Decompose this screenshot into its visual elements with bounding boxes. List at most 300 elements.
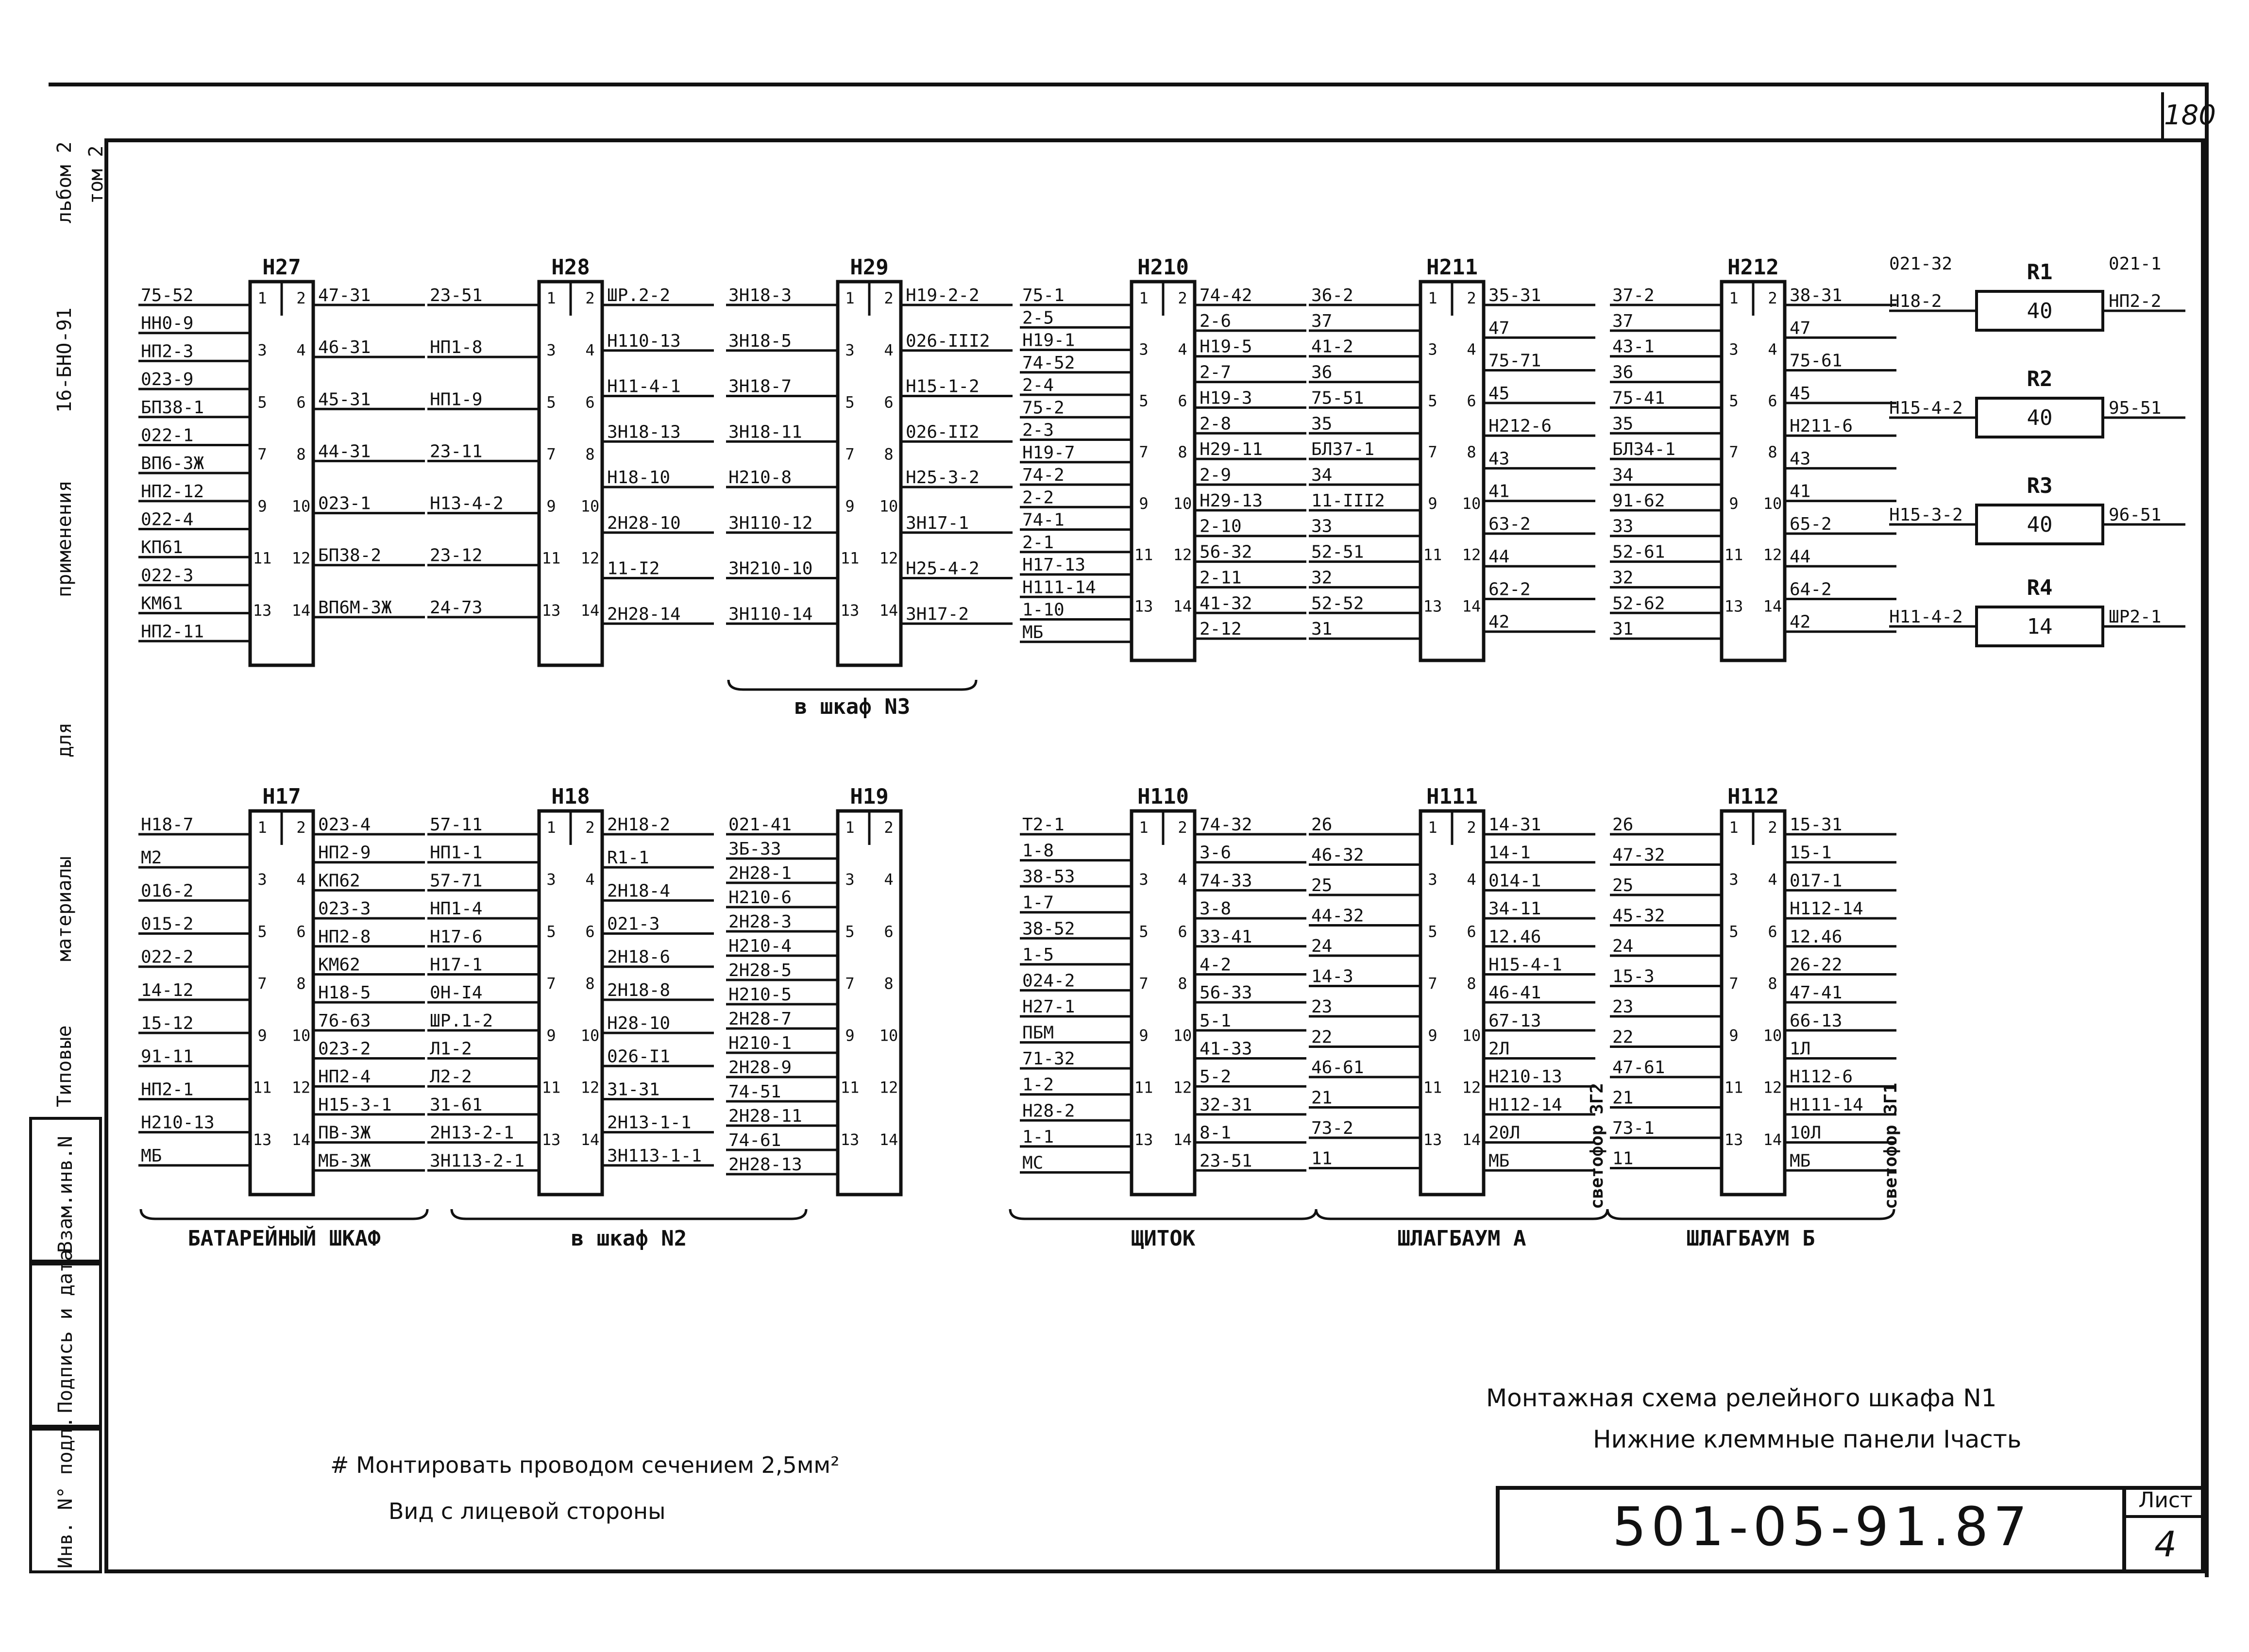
pin-number: 8 bbox=[585, 974, 595, 993]
wire-label: Н15-4-1 bbox=[1488, 955, 1562, 975]
wire-label: 2Н28-7 bbox=[728, 1009, 792, 1029]
wire-label: 1-5 bbox=[1022, 944, 1054, 965]
wire-label: МБ bbox=[1022, 622, 1044, 642]
wire-label: 3Н18-3 bbox=[728, 286, 792, 305]
pin-number: 7 bbox=[1729, 443, 1739, 462]
wire-label: МБ bbox=[1790, 1151, 1811, 1171]
side-purpose: применения bbox=[53, 480, 76, 597]
group-label bbox=[1010, 1209, 1316, 1251]
wire-label: 21 bbox=[1612, 1088, 1634, 1108]
pin-number: 8 bbox=[1467, 974, 1476, 993]
wire-label: 91-11 bbox=[141, 1046, 194, 1067]
terminal-block-title: Н111 bbox=[1426, 784, 1478, 809]
wire-label: 91-62 bbox=[1612, 490, 1665, 511]
wire-label: БЛ34-1 bbox=[1612, 439, 1676, 460]
pin-number: 2 bbox=[1178, 289, 1187, 307]
wire-label: Н19-7 bbox=[1022, 442, 1075, 463]
wire-label: 35-31 bbox=[1488, 286, 1541, 305]
pin-number: 12 bbox=[1462, 1078, 1481, 1097]
pin-number: 13 bbox=[1134, 1130, 1153, 1149]
wire-label: 3Н18-7 bbox=[728, 376, 792, 397]
wire-label: 0Н-I4 bbox=[430, 983, 483, 1003]
wire-label: 33-41 bbox=[1200, 927, 1252, 947]
side-signature: Подпись и дата bbox=[54, 1249, 77, 1413]
terminal-block-title: Н27 bbox=[262, 255, 301, 280]
terminal-block-title: Н19 bbox=[850, 784, 889, 809]
wire-label: 2Н18-6 bbox=[607, 947, 671, 967]
wire-label: 023-3 bbox=[318, 899, 371, 919]
pin-number: 13 bbox=[840, 1130, 860, 1149]
wire-label: 64-2 bbox=[1790, 579, 1832, 600]
pin-number: 11 bbox=[840, 549, 860, 568]
wire-label: Н112-14 bbox=[1488, 1095, 1562, 1115]
wire-label: 1-7 bbox=[1022, 893, 1054, 913]
wire-label: Н210-8 bbox=[728, 468, 792, 488]
wire-label: ПБМ bbox=[1022, 1023, 1054, 1043]
wire-label: 2-6 bbox=[1200, 311, 1232, 331]
wire-label: 3Н113-2-1 bbox=[430, 1151, 525, 1171]
wire-label: 66-13 bbox=[1790, 1011, 1843, 1031]
wire-label: 31 bbox=[1612, 619, 1634, 640]
wire-label: 2Н28-11 bbox=[728, 1106, 802, 1126]
wire-label: 42 bbox=[1790, 612, 1811, 632]
pin-number: 2 bbox=[585, 289, 595, 307]
pin-number: 5 bbox=[546, 922, 556, 941]
pin-number: 3 bbox=[1139, 340, 1149, 359]
pin-number: 13 bbox=[1134, 597, 1153, 616]
wire-label: 47-61 bbox=[1612, 1058, 1665, 1078]
resistor-R1 bbox=[1889, 254, 2185, 330]
wire-label: 2Н28-13 bbox=[728, 1155, 802, 1175]
wire-label: 3Н18-13 bbox=[607, 422, 681, 442]
pin-number: 1 bbox=[845, 289, 855, 307]
wire-label: 2Н18-4 bbox=[607, 881, 671, 901]
wire-label: 75-1 bbox=[1022, 286, 1065, 305]
pin-number: 11 bbox=[1724, 545, 1743, 564]
wire-label: 21 bbox=[1311, 1088, 1333, 1108]
pin-number: 3 bbox=[257, 341, 267, 360]
wire-label: Н17-1 bbox=[430, 955, 483, 975]
pin-number: 14 bbox=[1173, 597, 1192, 616]
pin-number: 8 bbox=[1178, 974, 1187, 993]
pin-number: 1 bbox=[257, 818, 267, 837]
wire-label: Н18-5 bbox=[318, 983, 371, 1003]
terminal-block-title: Н17 bbox=[262, 784, 301, 809]
pin-number: 10 bbox=[1462, 494, 1481, 513]
side-inv-dubl: Взам.инв.N bbox=[54, 1136, 77, 1253]
wire-label: 017-1 bbox=[1790, 871, 1843, 891]
wire-label: 3Б-33 bbox=[728, 839, 781, 859]
wire-label: 57-11 bbox=[430, 815, 483, 835]
pin-number: 8 bbox=[884, 445, 894, 464]
pin-number: 11 bbox=[1134, 545, 1153, 564]
wire-label: 42 bbox=[1488, 612, 1510, 632]
terminal-block-Н111 bbox=[1309, 784, 1595, 1195]
wire-label: М2 bbox=[141, 848, 162, 868]
pin-number: 9 bbox=[1139, 494, 1149, 513]
wire-label: 2Н28-10 bbox=[607, 513, 681, 533]
wire-label: 2Н28-3 bbox=[728, 912, 792, 932]
wire-label: 023-4 bbox=[318, 815, 371, 835]
wire-label: НП2-1 bbox=[141, 1079, 194, 1100]
wire-label: 2-10 bbox=[1200, 516, 1242, 537]
wire-label: Н15-4-2 bbox=[1889, 398, 1963, 418]
terminal-block-Н210 bbox=[1020, 255, 1306, 660]
pin-number: 1 bbox=[1139, 818, 1149, 837]
terminal-block-Н211 bbox=[1309, 255, 1595, 660]
pin-number: 7 bbox=[845, 445, 855, 464]
wire-label: Н19-5 bbox=[1200, 337, 1252, 357]
group-label bbox=[452, 1209, 806, 1251]
pin-number: 7 bbox=[1428, 974, 1437, 993]
terminal-block-Н28 bbox=[427, 255, 714, 665]
resistor-name: R2 bbox=[2027, 367, 2053, 391]
wire-label: 5-2 bbox=[1200, 1067, 1232, 1087]
pin-number: 9 bbox=[257, 497, 267, 516]
pin-number: 11 bbox=[840, 1078, 860, 1097]
pin-number: 12 bbox=[1763, 1078, 1782, 1097]
wire-label: 022-4 bbox=[141, 509, 194, 530]
wire-label: 31-31 bbox=[607, 1079, 660, 1100]
pin-number: 10 bbox=[291, 1026, 311, 1045]
pin-number: 9 bbox=[546, 1026, 556, 1045]
pin-number: 8 bbox=[1467, 443, 1476, 462]
wire-label: 74-2 bbox=[1022, 465, 1065, 485]
wire-label: 2Н18-8 bbox=[607, 980, 671, 1000]
wire-label: МБ-3Ж bbox=[318, 1151, 371, 1171]
wire-label: 016-2 bbox=[141, 881, 194, 901]
group-label bbox=[141, 1209, 427, 1251]
pin-number: 8 bbox=[585, 445, 595, 464]
group-brace bbox=[141, 1209, 427, 1219]
wire-label: НН0-9 bbox=[141, 313, 194, 334]
wire-label: R1-1 bbox=[607, 848, 649, 868]
group-name: светофор 3Г1 bbox=[1881, 1082, 1901, 1209]
wire-label: Н210-5 bbox=[728, 985, 792, 1005]
pin-number: 4 bbox=[1467, 870, 1476, 889]
pin-number: 4 bbox=[1178, 340, 1187, 359]
pin-number: 7 bbox=[546, 974, 556, 993]
pin-number: 1 bbox=[1729, 818, 1739, 837]
resistor-R3 bbox=[1889, 473, 2185, 544]
pin-number: 7 bbox=[845, 974, 855, 993]
pin-number: 10 bbox=[879, 1026, 898, 1045]
pin-number: 2 bbox=[1178, 818, 1187, 837]
pin-number: 6 bbox=[884, 393, 894, 412]
wire-label: 2Л bbox=[1488, 1039, 1510, 1059]
pin-number: 13 bbox=[253, 601, 272, 620]
pin-number: 12 bbox=[580, 1078, 600, 1097]
wire-label: Т2-1 bbox=[1022, 815, 1065, 835]
terminal-block-Н29 bbox=[726, 255, 1013, 665]
wire-label: 2Н13-2-1 bbox=[430, 1123, 514, 1143]
wire-label: 5-1 bbox=[1200, 1011, 1232, 1031]
pin-number: 9 bbox=[845, 1026, 855, 1045]
wire-label: 38-31 bbox=[1790, 286, 1843, 305]
pin-number: 5 bbox=[1428, 391, 1437, 410]
wire-label: 3-6 bbox=[1200, 843, 1232, 863]
wire-label: Н111-14 bbox=[1022, 577, 1096, 598]
pin-number: 5 bbox=[1729, 922, 1739, 941]
pin-number: 4 bbox=[1768, 340, 1777, 359]
wire-label: Н112-6 bbox=[1790, 1067, 1853, 1087]
resistor-name: R1 bbox=[2027, 260, 2053, 285]
pin-number: 4 bbox=[296, 341, 306, 360]
pin-number: 3 bbox=[845, 341, 855, 360]
wire-label: 47-32 bbox=[1612, 845, 1665, 865]
wire-label: Н11-4-1 bbox=[607, 376, 681, 397]
wire-label: 2-4 bbox=[1022, 375, 1054, 395]
wire-label: Н19-3 bbox=[1200, 388, 1252, 408]
wire-label: 22 bbox=[1311, 1027, 1333, 1047]
wire-label: Н210-13 bbox=[1488, 1067, 1562, 1087]
wire-label: 43 bbox=[1790, 449, 1811, 469]
group-name: в шкаф N3 bbox=[794, 694, 911, 719]
wire-label: 24 bbox=[1311, 936, 1333, 956]
pin-number: 11 bbox=[541, 549, 561, 568]
pin-number: 1 bbox=[257, 289, 267, 307]
wire-label: Н15-1-2 bbox=[906, 376, 980, 397]
pin-number: 10 bbox=[1173, 1026, 1192, 1045]
wire-label: 10Л bbox=[1790, 1123, 1822, 1143]
wire-label: 67-13 bbox=[1488, 1011, 1541, 1031]
wire-label: 23-12 bbox=[430, 545, 483, 566]
wire-label: 021-32 bbox=[1889, 254, 1953, 274]
pin-number: 12 bbox=[1173, 545, 1192, 564]
pin-number: 6 bbox=[296, 922, 306, 941]
pin-number: 8 bbox=[1768, 443, 1777, 462]
pin-number: 6 bbox=[585, 393, 595, 412]
resistor-value: 40 bbox=[2027, 405, 2053, 430]
pin-number: 7 bbox=[1139, 443, 1149, 462]
wire-label: 23 bbox=[1612, 997, 1634, 1017]
wire-label: КМ62 bbox=[318, 955, 360, 975]
side-project: 16-БНО-91 bbox=[53, 307, 76, 413]
wire-label: 23-11 bbox=[430, 441, 483, 462]
pin-number: 4 bbox=[585, 341, 595, 360]
pin-number: 11 bbox=[541, 1078, 561, 1097]
pin-number: 12 bbox=[879, 1078, 898, 1097]
wire-label: 43-1 bbox=[1612, 337, 1655, 357]
wire-label: 56-33 bbox=[1200, 983, 1252, 1003]
pin-number: 14 bbox=[1462, 1130, 1481, 1149]
wire-label: 14-1 bbox=[1488, 843, 1531, 863]
pin-number: 9 bbox=[1729, 494, 1739, 513]
wire-label: 31-61 bbox=[430, 1095, 483, 1115]
wire-label: 46-41 bbox=[1488, 983, 1541, 1003]
pin-number: 8 bbox=[296, 445, 306, 464]
pin-number: 13 bbox=[541, 601, 561, 620]
wire-label: 15-12 bbox=[141, 1013, 194, 1034]
wire-label: 45 bbox=[1790, 383, 1811, 404]
pin-number: 4 bbox=[1178, 870, 1187, 889]
pin-number: 1 bbox=[1428, 818, 1437, 837]
pin-number: 3 bbox=[1139, 870, 1149, 889]
terminal-block-title: Н212 bbox=[1727, 255, 1779, 280]
wire-label: 52-51 bbox=[1311, 542, 1364, 562]
wire-label: 23-51 bbox=[430, 286, 483, 305]
wire-label: Н110-13 bbox=[607, 331, 681, 351]
wire-label: 26-22 bbox=[1790, 955, 1843, 975]
pin-number: 6 bbox=[1467, 922, 1476, 941]
wire-label: 41-32 bbox=[1200, 593, 1252, 614]
wire-label: 022-2 bbox=[141, 947, 194, 967]
pin-number: 5 bbox=[1139, 922, 1149, 941]
wire-label: 14-12 bbox=[141, 980, 194, 1000]
wire-label: ПВ-3Ж bbox=[318, 1123, 371, 1143]
pin-number: 11 bbox=[253, 1078, 272, 1097]
wire-label: ВП6-3Ж bbox=[141, 454, 204, 474]
pin-number: 2 bbox=[296, 289, 306, 307]
pin-number: 6 bbox=[884, 922, 894, 941]
pin-number: 9 bbox=[845, 497, 855, 516]
pin-number: 4 bbox=[884, 870, 894, 889]
wire-label: 1-8 bbox=[1022, 841, 1054, 861]
group-label bbox=[1607, 1209, 1894, 1251]
pin-number: 2 bbox=[1768, 818, 1777, 837]
wire-label: НП2-4 bbox=[318, 1067, 371, 1087]
wire-label: 34-11 bbox=[1488, 899, 1541, 919]
pin-number: 5 bbox=[845, 393, 855, 412]
wire-label: 37-2 bbox=[1612, 286, 1655, 305]
wire-label: 11-I2 bbox=[607, 558, 660, 579]
pin-number: 3 bbox=[1729, 340, 1739, 359]
wire-label: Н28-2 bbox=[1022, 1101, 1075, 1121]
sheet-number: 180 bbox=[2161, 92, 2208, 141]
wire-label: Н210-6 bbox=[728, 888, 792, 908]
pin-number: 2 bbox=[585, 818, 595, 837]
wire-label: 57-71 bbox=[430, 871, 483, 891]
wire-label: 11 bbox=[1612, 1148, 1634, 1169]
pin-number: 12 bbox=[879, 549, 898, 568]
pin-number: 1 bbox=[1428, 289, 1437, 307]
wire-label: 026-I1 bbox=[607, 1046, 671, 1067]
wire-label: 75-61 bbox=[1790, 351, 1843, 371]
wire-label: НП2-12 bbox=[141, 481, 204, 502]
wire-label: КМ61 bbox=[141, 593, 183, 614]
pin-number: 14 bbox=[1173, 1130, 1192, 1149]
wire-label: 46-32 bbox=[1311, 845, 1364, 865]
wire-label: 1Л bbox=[1790, 1039, 1811, 1059]
wire-label: 25 bbox=[1311, 876, 1333, 895]
wire-label: НП2-9 bbox=[318, 843, 371, 863]
wire-label: 2Н28-9 bbox=[728, 1058, 792, 1078]
wire-label: 38-53 bbox=[1022, 867, 1075, 887]
pin-number: 5 bbox=[546, 393, 556, 412]
pin-number: 8 bbox=[1178, 443, 1187, 462]
wire-label: 74-51 bbox=[728, 1082, 781, 1102]
wire-label: 52-62 bbox=[1612, 593, 1665, 614]
terminal-block-Н18 bbox=[427, 784, 714, 1195]
pin-number: 7 bbox=[1428, 443, 1437, 462]
pin-number: 14 bbox=[879, 1130, 898, 1149]
wire-label: 1-1 bbox=[1022, 1127, 1054, 1147]
wire-label: 74-52 bbox=[1022, 353, 1075, 373]
pin-number: 13 bbox=[1724, 1130, 1743, 1149]
pin-number: 14 bbox=[291, 601, 311, 620]
wire-label: 24-73 bbox=[430, 597, 483, 618]
pin-number: 9 bbox=[1428, 494, 1437, 513]
wire-label: 3Н18-11 bbox=[728, 422, 802, 442]
wire-label: 12.46 bbox=[1790, 927, 1843, 947]
wire-label: 46-61 bbox=[1311, 1058, 1364, 1078]
pin-number: 11 bbox=[1724, 1078, 1743, 1097]
group-brace bbox=[452, 1209, 806, 1219]
wire-label: Н210-4 bbox=[728, 936, 792, 956]
terminal-block-title: Н211 bbox=[1426, 255, 1478, 280]
wire-label: 56-32 bbox=[1200, 542, 1252, 562]
pin-number: 1 bbox=[546, 289, 556, 307]
wire-label: 41-33 bbox=[1200, 1039, 1252, 1059]
pin-number: 14 bbox=[879, 601, 898, 620]
wire-label: 2-9 bbox=[1200, 465, 1232, 485]
pin-number: 12 bbox=[291, 549, 311, 568]
wire-label: НП1-1 bbox=[430, 843, 483, 863]
sheet-value: 4 bbox=[2154, 1524, 2177, 1565]
resistor-name: R3 bbox=[2027, 473, 2053, 498]
pin-number: 6 bbox=[1178, 922, 1187, 941]
terminal-block-title: Н112 bbox=[1727, 784, 1779, 809]
wire-label: 2-3 bbox=[1022, 420, 1054, 440]
wire-label: 12.46 bbox=[1488, 927, 1541, 947]
wire-label: 2Н13-1-1 bbox=[607, 1113, 692, 1133]
wire-label: БП38-2 bbox=[318, 545, 382, 566]
pin-number: 3 bbox=[546, 870, 556, 889]
pin-number: 3 bbox=[1428, 340, 1437, 359]
wire-label: 52-61 bbox=[1612, 542, 1665, 562]
wire-label: Н25-3-2 bbox=[906, 468, 980, 488]
wire-label: Н210-1 bbox=[728, 1033, 792, 1053]
wire-label: Л1-2 bbox=[430, 1039, 472, 1059]
wire-label: НП2-8 bbox=[318, 927, 371, 947]
pin-number: 12 bbox=[291, 1078, 311, 1097]
wire-label: 014-1 bbox=[1488, 871, 1541, 891]
wire-label: 015-2 bbox=[141, 914, 194, 934]
wire-label: 11-III2 bbox=[1311, 490, 1385, 511]
wire-label: 75-51 bbox=[1311, 388, 1364, 408]
group-brace bbox=[1316, 1209, 1607, 1219]
note-view-front: Вид с лицевой стороны bbox=[389, 1498, 666, 1524]
wire-label: 24 bbox=[1612, 936, 1634, 956]
pin-number: 13 bbox=[1724, 597, 1743, 616]
pin-number: 5 bbox=[257, 922, 267, 941]
pin-number: 10 bbox=[1462, 1026, 1481, 1045]
wire-label: 74-32 bbox=[1200, 815, 1252, 835]
wire-label: Н210-13 bbox=[141, 1113, 215, 1133]
pin-number: 2 bbox=[884, 818, 894, 837]
wire-label: 36 bbox=[1612, 362, 1634, 383]
wire-label: 44-31 bbox=[318, 441, 371, 462]
pin-number: 12 bbox=[1173, 1078, 1192, 1097]
wire-label: 44 bbox=[1488, 547, 1510, 567]
resistor-R4 bbox=[1889, 575, 2185, 646]
wire-label: 2-8 bbox=[1200, 414, 1232, 434]
wire-label: 71-32 bbox=[1022, 1049, 1075, 1069]
wire-label: НП2-2 bbox=[2109, 291, 2162, 311]
wire-label: НП1-4 bbox=[430, 899, 483, 919]
wire-label: 32-31 bbox=[1200, 1095, 1252, 1115]
wire-label: 37 bbox=[1311, 311, 1333, 331]
pin-number: 7 bbox=[257, 445, 267, 464]
terminal-block-Н112 bbox=[1610, 784, 1896, 1195]
wire-label: ШР2-1 bbox=[2109, 607, 2162, 627]
pin-number: 3 bbox=[845, 870, 855, 889]
wire-label: КП62 bbox=[318, 871, 360, 891]
resistor-value: 40 bbox=[2027, 299, 2053, 323]
pin-number: 1 bbox=[845, 818, 855, 837]
wire-label: 2-11 bbox=[1200, 568, 1242, 588]
wire-label: Н15-3-1 bbox=[318, 1095, 392, 1115]
